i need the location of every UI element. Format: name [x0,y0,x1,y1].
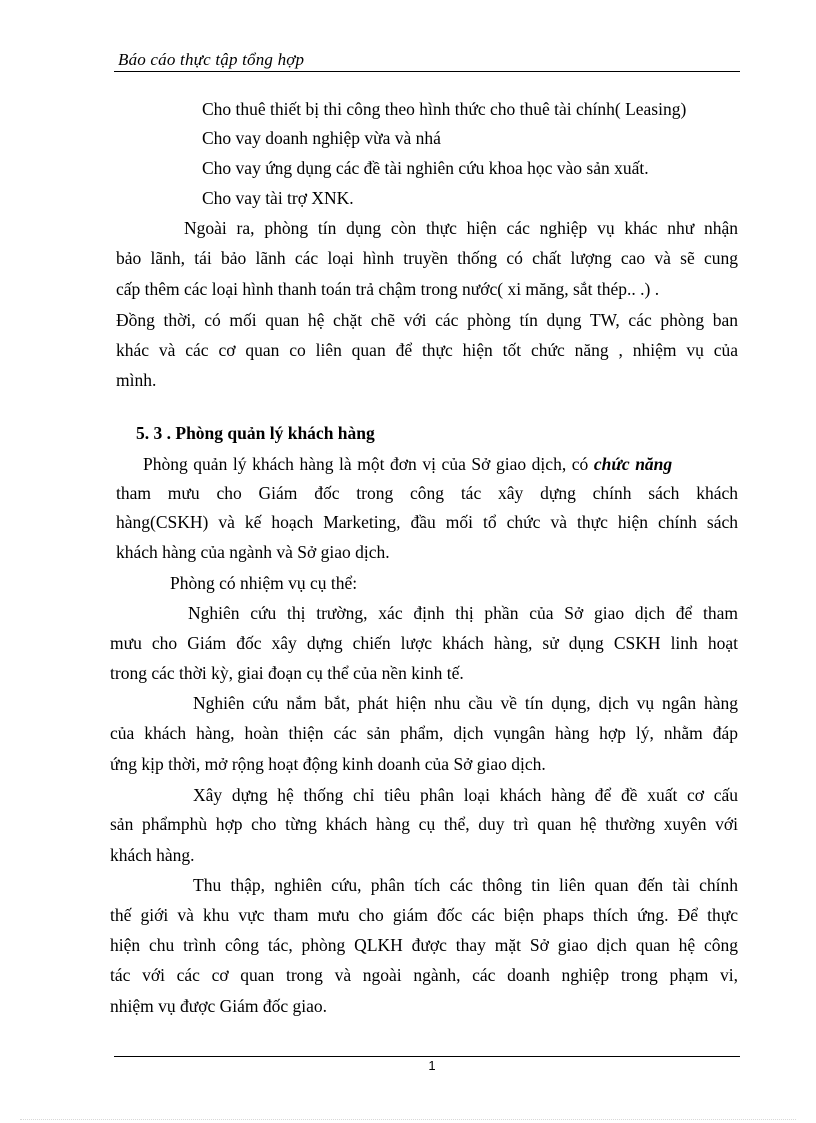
text-line: sản phẩmphù hợp cho từng khách hàng cụ thể, duy trì quan hệ thường xuyên với [110,814,738,834]
text-line: khác và các cơ quan co liên quan để thực hiện tốt chức năng , nhiệm vụ của [116,340,738,360]
text-line: nhiệm vụ được Giám đốc giao. [110,996,328,1016]
emphasis-text: chức năng [593,454,673,474]
running-header: Báo cáo thực tập tổng hợp [118,50,305,69]
text-line: Nghiên cứu nắm bắt, phát hiện nhu cầu về tín dụng, dịch vụ ngân hàng [193,693,738,713]
text-line: tác với các cơ quan trong và ngoài ngành, các doanh nghiệp trong phạm vi, [110,965,738,985]
page-number: 1 [428,1058,436,1073]
text-line: Phòng có nhiệm vụ cụ thể: [170,573,358,593]
text-line: cấp thêm các loại hình thanh toán trả chậm trong nước( xi măng, sắt thép.. .) . [116,279,660,299]
text-line: trong các thời kỳ, giai đoạn cụ thể của nền kinh tế. [110,663,464,683]
text-line: của khách hàng, hoàn thiện các sản phẩm, dịch vụngân hàng hợp lý, nhằm đáp [110,723,738,743]
page-edge-divider [20,1119,796,1120]
text-line: mưu cho Giám đốc xây dựng chiến lược khách hàng, sử dụng CSKH linh hoạt [110,633,738,653]
text-line: Xây dựng hệ thống chỉ tiêu phân loại khách hàng để đề xuất cơ cấu [193,785,738,805]
text-line [143,453,672,475]
text-line: Cho vay doanh nghiệp vừa và nhá [202,128,441,148]
text-line: Cho thuê thiết bị thi công theo hình thức cho thuê tài chính( Leasing) [202,99,687,119]
text-line: khách hàng. [110,845,195,865]
text-line: bảo lãnh, tái bảo lãnh các loại hình truyền thống có chất lượng cao và sẽ cung [116,248,738,268]
text-line: Cho vay tài trợ XNK. [202,188,354,208]
text-line: Thu thập, nghiên cứu, phân tích các thông tin liên quan đến tài chính [193,875,738,895]
text-line: thế giới và khu vực tham mưu cho giám đốc các biện phaps thích ứng. Để thực [110,905,738,925]
text-line: Ngoài ra, phòng tín dụng còn thực hiện các nghiệp vụ khác như nhận [184,218,738,238]
text-line: hàng(CSKH) và kế hoạch Marketing, đầu mối tổ chức và thực hiện chính sách [116,512,738,532]
text-line: mình. [116,370,157,390]
text-line: Nghiên cứu thị trường, xác định thị phần của Sở giao dịch để tham [188,603,738,623]
text-line: Đồng thời, có mối quan hệ chặt chẽ với các phòng tín dụng TW, các phòng ban [116,310,738,330]
text-span: Phòng quản lý khách hàng là một đơn vị của Sở giao dịch, có [143,454,589,474]
text-line: khách hàng của ngành và Sở giao dịch. [116,542,390,562]
text-line: Cho vay ứng dụng các đề tài nghiên cứu khoa học vào sản xuất. [202,158,649,178]
footer-divider [114,1056,740,1057]
text-line: tham mưu cho Giám đốc trong công tác xây dựng chính sách khách [116,483,738,503]
text-line: hiện chu trình công tác, phòng QLKH được thay mặt Sở giao dịch quan hệ công [110,935,738,955]
text-line: ứng kịp thời, mở rộng hoạt động kinh doanh của Sở giao dịch. [110,754,546,774]
header-divider [114,71,740,72]
section-heading: 5. 3 . Phòng quản lý khách hàng [136,423,375,443]
